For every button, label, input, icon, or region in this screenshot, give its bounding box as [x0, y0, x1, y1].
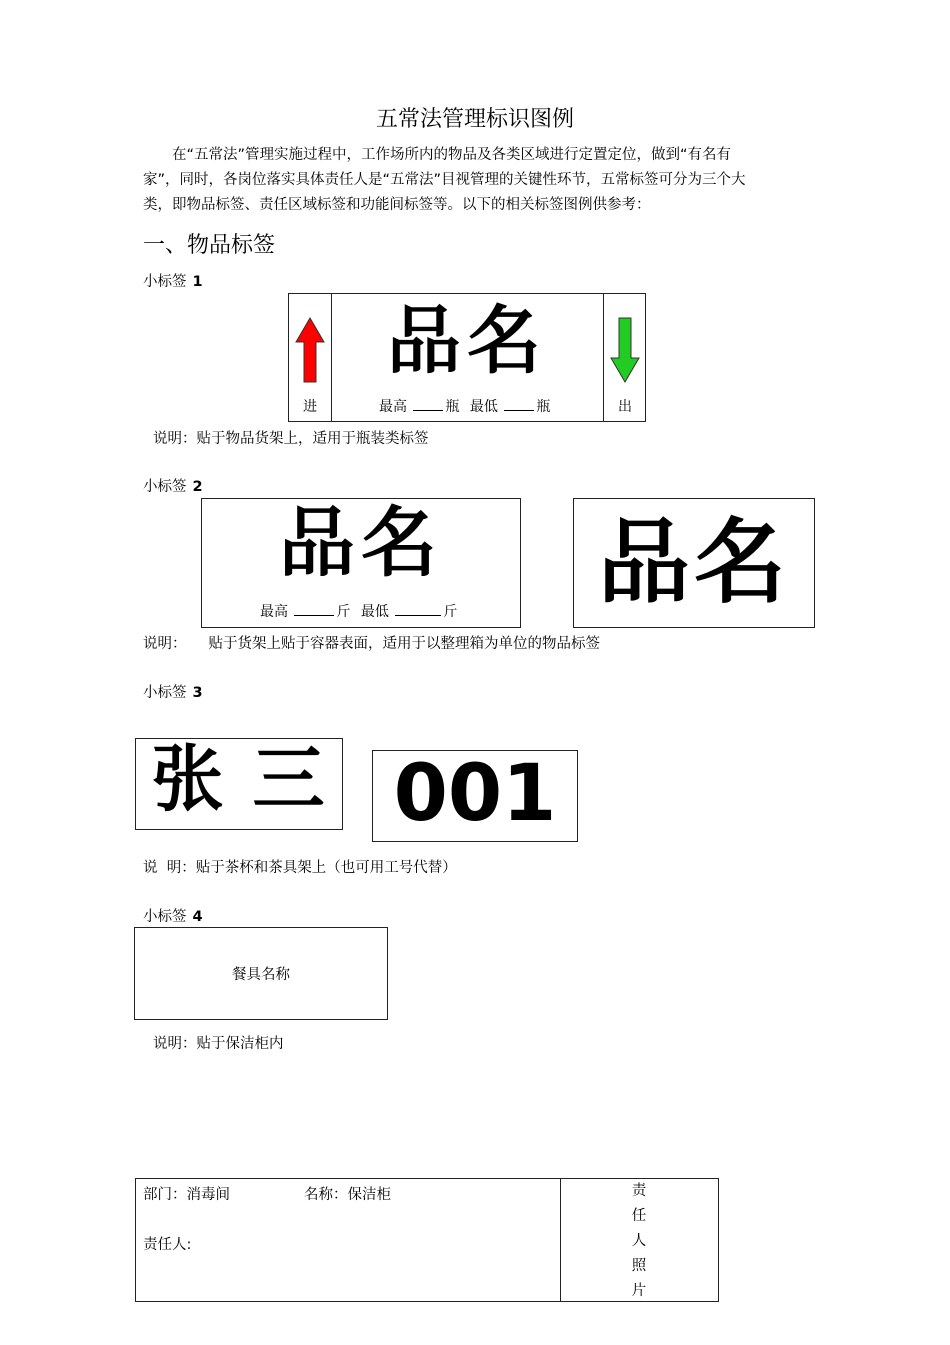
- tag4-content: 餐具名称: [232, 967, 290, 983]
- tag1-max-unit: 瓶: [445, 399, 460, 415]
- tag1-number: 1: [192, 274, 203, 290]
- tag1-item-name: 品名: [387, 298, 547, 384]
- area-tag-photo-cell: [560, 1179, 719, 1301]
- tag2-max-unit: 斤: [336, 604, 351, 620]
- area-tag-dept: 部门：消毒间: [143, 1187, 230, 1203]
- page-title: 五常法管理标识图例: [375, 107, 574, 132]
- tag1-min-blank[interactable]: [504, 398, 534, 411]
- tag2-item-name-a: 品名: [279, 498, 443, 587]
- tag2-max-blank[interactable]: [294, 603, 334, 616]
- tag3-name-card: [135, 738, 343, 830]
- tag3-heading: [143, 681, 203, 702]
- up-arrow-icon: [294, 316, 326, 384]
- tag3-note: 说 明：贴于茶杯和茶具架上（也可用工号代替）: [143, 860, 457, 876]
- tag2-heading: [143, 475, 203, 496]
- tag2-limits: [260, 601, 457, 621]
- tag4-label: 小标签: [143, 909, 187, 925]
- tag1-min-label: 最低: [469, 399, 498, 415]
- tag2-note: 贴于货架上贴于容器表面，适用于以整理箱为单位的物品标签: [208, 636, 600, 652]
- tag4-card: [134, 927, 388, 1020]
- tag1-note: 说明：贴于物品货架上，适用于瓶装类标签: [153, 431, 429, 447]
- tag2-number: 2: [192, 479, 203, 495]
- tag2-note-line: [143, 632, 600, 653]
- tag1-heading: [143, 270, 203, 291]
- tag1-label: 小标签: [143, 274, 187, 290]
- area-tag-card: [135, 1178, 719, 1302]
- tag3-number-card: [372, 750, 578, 842]
- tag1-card: [288, 293, 646, 422]
- tag4-heading: [143, 905, 203, 926]
- photo-char: 任: [631, 1208, 647, 1224]
- tag1-out-label: 出: [618, 399, 632, 415]
- tag1-in-cell: [289, 294, 332, 421]
- tag2-min-unit: 斤: [443, 604, 458, 620]
- tag1-max-blank[interactable]: [413, 398, 443, 411]
- tag2-min-blank[interactable]: [395, 603, 441, 616]
- tag4-number: 4: [192, 909, 203, 925]
- tag1-min-unit: 瓶: [536, 399, 551, 415]
- tag2-label: 小标签: [143, 479, 187, 495]
- intro-paragraph: 在“五常法”管理实施过程中，工作场所内的物品及各类区域进行定置定位，做到“有名有家”，同时，各岗位落实具体责任人是“五常法”目视管理的关键性环节，五常标签可分为三个大类，即物品标签、责任区域标签和功能间标签等。以下的相关标签图例供参考：: [143, 147, 746, 213]
- photo-char: 人: [631, 1233, 647, 1249]
- photo-char: 片: [631, 1283, 647, 1299]
- tag2-item-name-b: 品名: [597, 509, 790, 616]
- tag4-note: 说明：贴于保洁柜内: [153, 1036, 284, 1052]
- tag3-name: 张 三: [151, 736, 327, 821]
- tag2-card-b: [573, 498, 815, 628]
- tag1-in-label: 进: [303, 399, 317, 415]
- tag2-note-prefix: 说明：: [143, 636, 187, 652]
- tag1-out-cell: [603, 294, 646, 421]
- area-tag-owner: 责任人:: [143, 1237, 192, 1253]
- tag3-label: 小标签: [143, 685, 187, 701]
- tag3-number: 3: [192, 685, 203, 701]
- down-arrow-icon: [609, 316, 641, 384]
- tag2-max-label: 最高: [260, 604, 288, 620]
- tag3-id-number: 001: [393, 749, 557, 839]
- tag1-limits: [379, 396, 550, 416]
- tag2-min-label: 最低: [360, 604, 389, 620]
- tag1-max-label: 最高: [379, 399, 407, 415]
- photo-char: 责: [631, 1183, 647, 1199]
- tag2-card-a: [201, 498, 521, 628]
- photo-char: 照: [631, 1258, 647, 1274]
- area-tag-name: 名称：保洁柜: [304, 1187, 391, 1203]
- section-heading-item-labels: 一、物品标签: [143, 233, 276, 258]
- area-tag-photo-label: [561, 1179, 717, 1304]
